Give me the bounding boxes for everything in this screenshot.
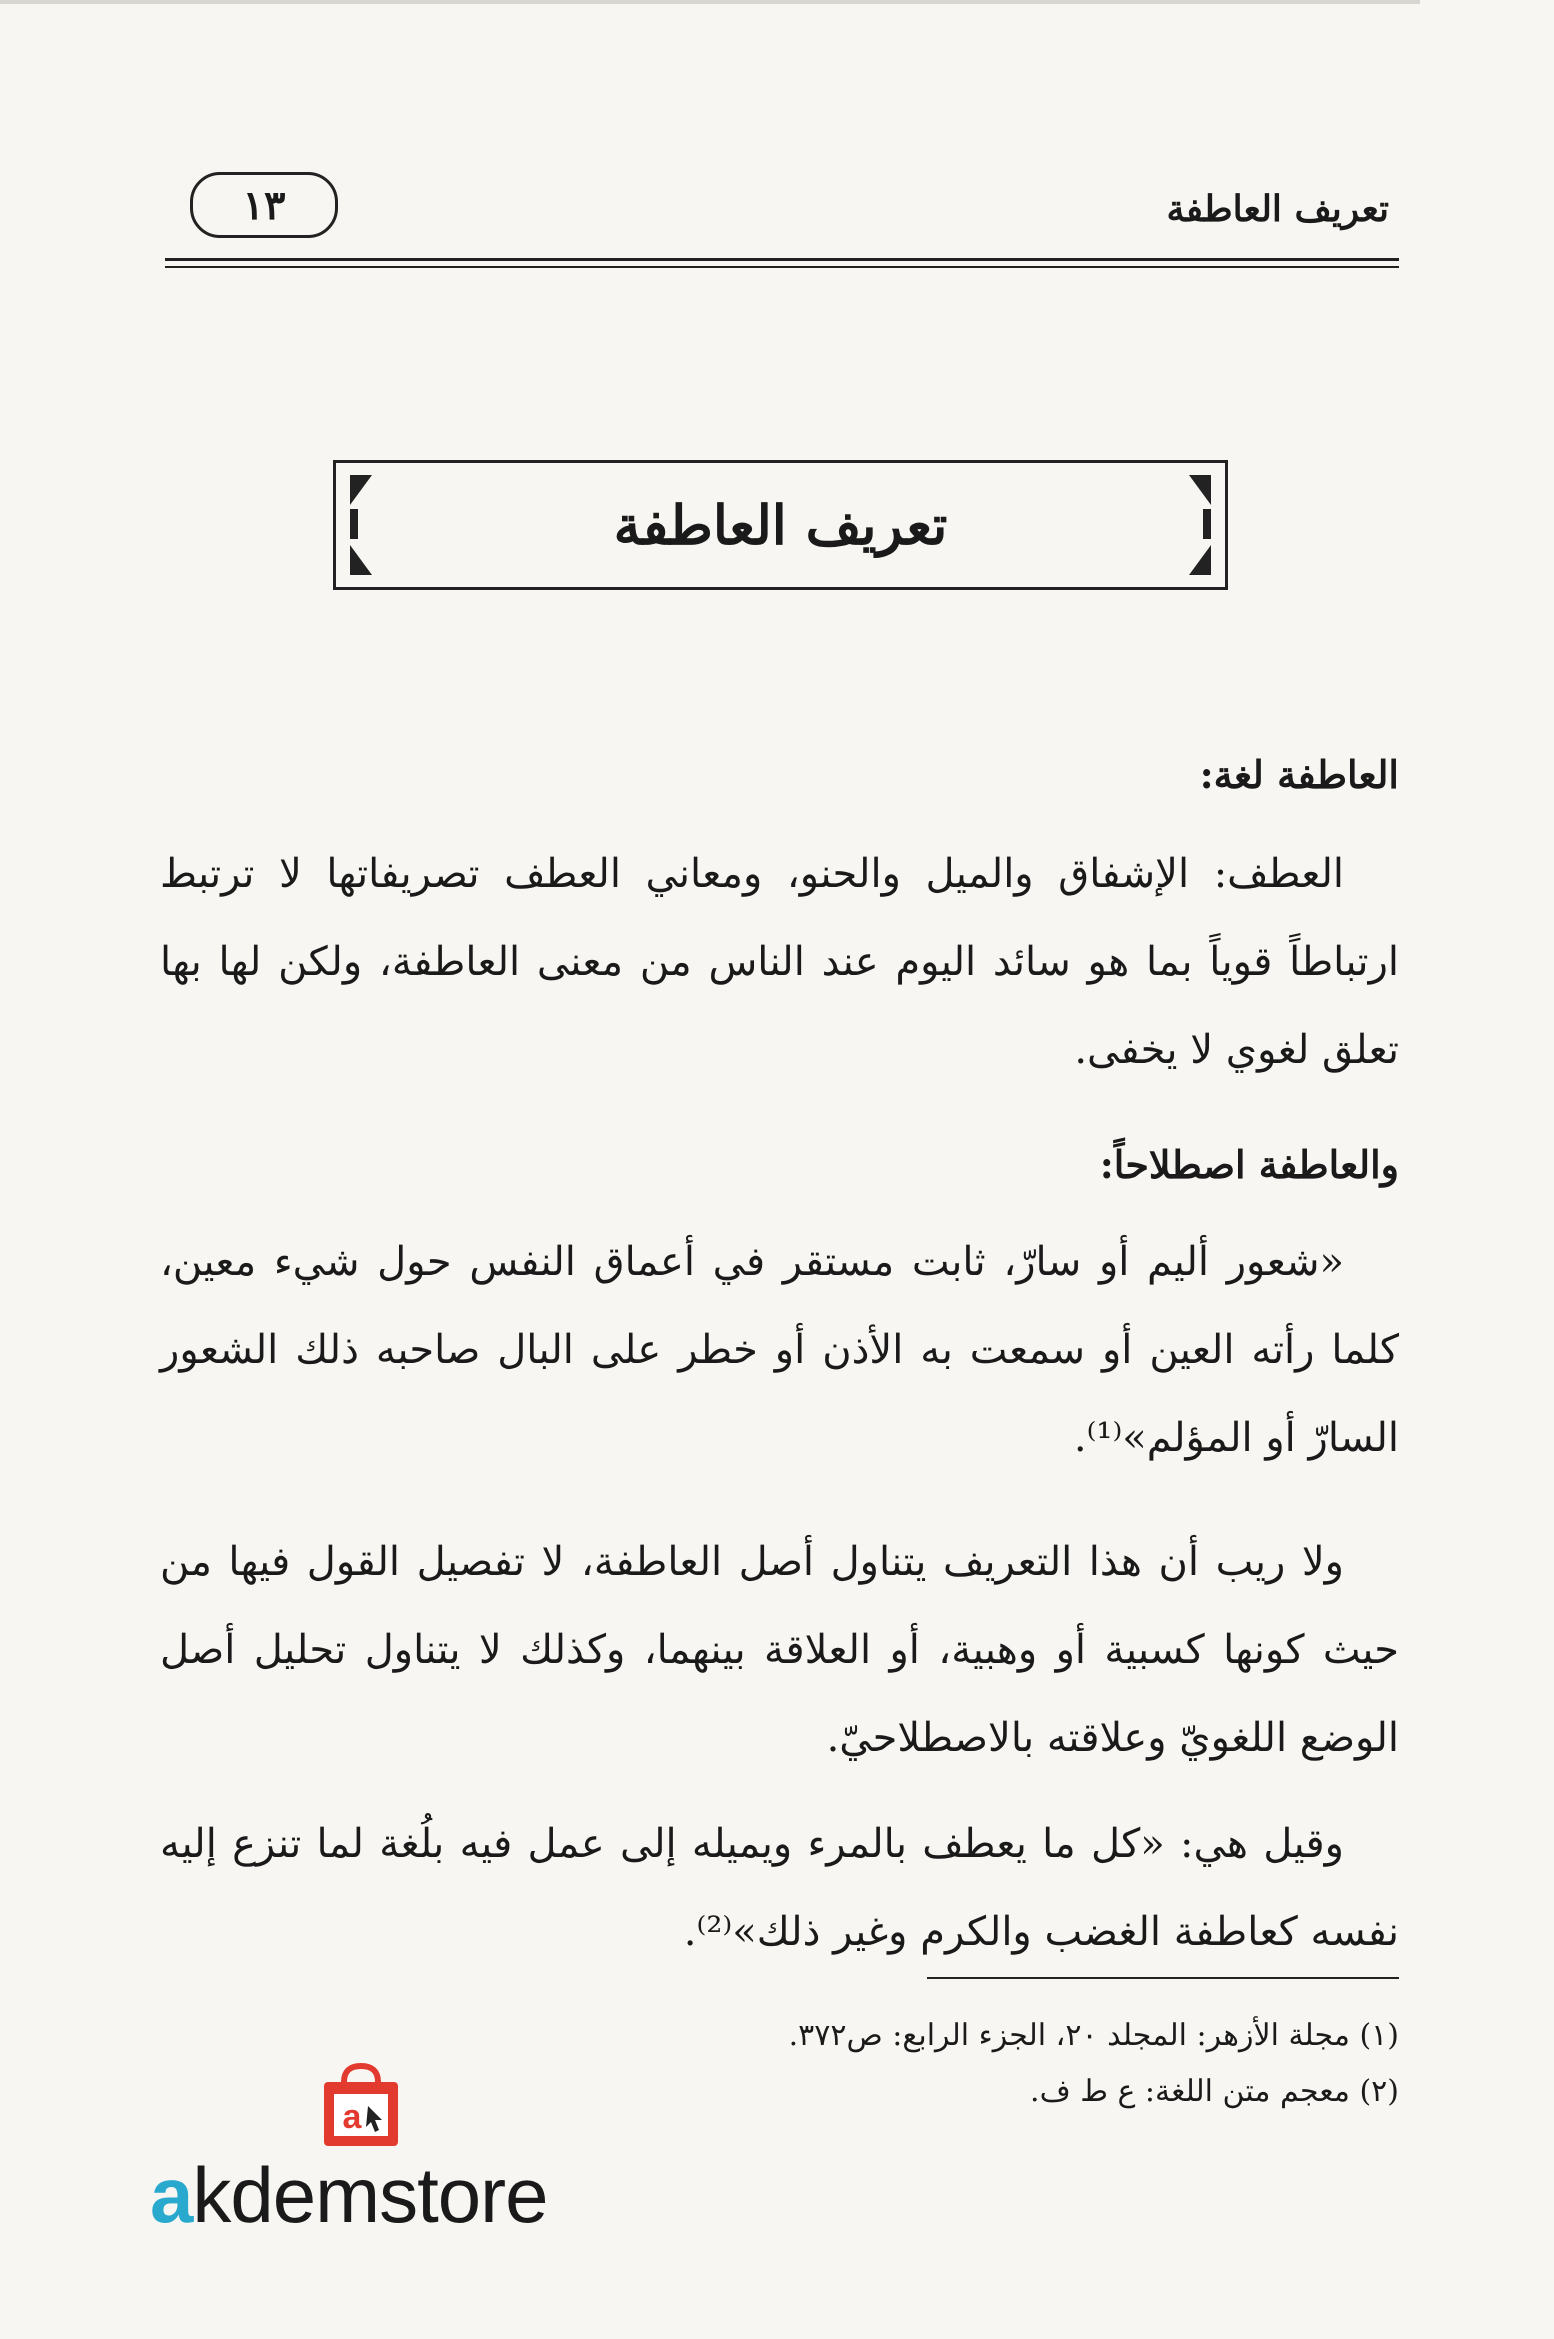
page-top-edge	[0, 0, 1420, 4]
header-rule-thin	[165, 266, 1399, 268]
paragraph-linguistic: العطف: الإشفاق والميل والحنو، ومعاني العطف تصريفاتها لا ترتبط ارتباطاً قوياً بما هو سائد اليوم عند الناس من معنى العاطفة، ولكن لها بها تعلق لغوي لا يخفى.	[160, 851, 1399, 1073]
section-heading-linguistic: العاطفة لغة:	[1199, 752, 1399, 797]
footnote-item: (٢) معجم متن اللغة: ع ط ف.	[1030, 2074, 1399, 2109]
page-number: ١٣	[190, 172, 338, 238]
store-bag-icon	[318, 2060, 404, 2150]
chapter-title-frame	[333, 460, 1228, 590]
footnote-rule	[927, 1977, 1399, 1979]
paragraph-second-definition: وقيل هي: «كل ما يعطف بالمرء ويميله إلى عمل فيه بلُغة لما تنزع إليه نفسه كعاطفة الغضب والكرم وغير ذلك»⁽²⁾.	[160, 1821, 1399, 1955]
section-heading-technical: والعاطفة اصطلاحاً:	[1099, 1142, 1399, 1187]
store-logo-wordmark	[150, 2150, 548, 2241]
logo-mark-letter: a	[342, 2098, 362, 2136]
footnote-item: (١) مجلة الأزهر: المجلد ٢٠، الجزء الرابع: ص٣٧٢.	[788, 2018, 1399, 2053]
running-header-title: تعريف العاطفة	[1166, 188, 1389, 230]
logo-accent-letter: a	[150, 2151, 193, 2239]
paragraph-commentary: ولا ريب أن هذا التعريف يتناول أصل العاطفة، لا تفصيل القول فيها من حيث كونها كسبية أو وهبية، أو العلاقة بينهما، وكذلك لا يتناول تحليل أصل الوضع اللغويّ وعلاقته بالاصطلاحيّ.	[160, 1539, 1399, 1761]
footnotes	[520, 2008, 1399, 2120]
header-rule	[165, 258, 1399, 261]
logo-wordmark-rest: kdemstore	[192, 2151, 548, 2239]
paragraph-definition: «شعور أليم أو سارّ، ثابت مستقر في أعماق النفس حول شيء معين، كلما رأته العين أو سمعت به الأذن أو خطر على البال صاحبه ذلك الشعور السارّ أو المؤلم»⁽¹⁾.	[160, 1239, 1400, 1461]
chapter-title: تعريف العاطفة	[613, 493, 948, 557]
